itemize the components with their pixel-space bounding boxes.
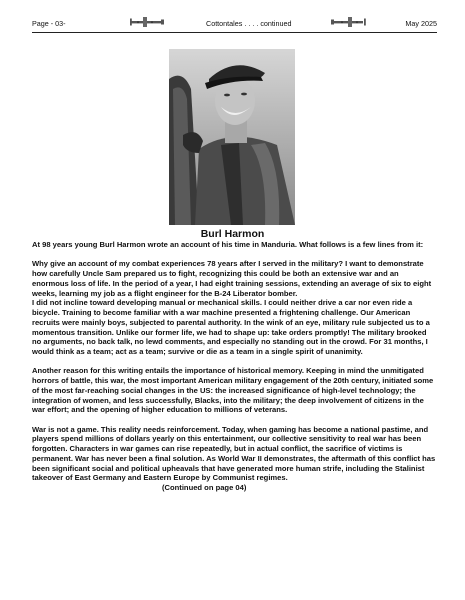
page-header: [32, 14, 437, 34]
header-divider: [32, 32, 437, 33]
article-paragraph: War is not a game. This reality needs reinforcement. Today, when gaming has become a national pastime, and players spend millions of dollars yearly on this entertainment, our collective sensitivity to real war has been forgotten. Characters in war games can rise repeatedly, but in actual conflict, the sacrifice of victims is permanent. War has never been a final solution. As World War II demonstrates, the aftermath of this conflict has been significant social and political upheavals that have generated more human strife, including the Stalinist takeover of East Germany and Eastern Europe by Communist regimes. (Continued on page 04): [32, 424, 436, 492]
intro-paragraph: At 98 years young Burl Harmon wrote an account of his time in Manduria. What follows is a few lines from it:: [32, 240, 424, 249]
header-date: May 2025: [405, 19, 437, 28]
article-paragraph: Why give an account of my combat experiences 78 years after I served in the military? I want to demonstrate how carefully Uncle Sam prepared us to fight, recognizing this could be both an extensive war and an enormous loss of life. In the period of a year, I had eight training sessions, extending an average of six to eight weeks, learning my job as a flight engineer for the B-24 Liberator bomber.: [32, 259, 432, 298]
photo-caption: Burl Harmon: [200, 228, 265, 240]
article-paragraph: I did not incline toward developing manual or mechanical skills. I could neither drive a car nor even ride a bicycle. Training to become familiar with a war machine presented a frightening challenge. Our American recruits were mainly boys, subjected to parental authority. In the wink of an eye, military rule subjected us to a momentous transition. Unlike our former life, we had to shape up: take orders promptly! The military brooked no arguments, no back talk, no lewd comments, and especially no standing out in the crowd. For 31 months, I would think as a team; act as a team; survive or die as a team in a single spirit of unanimity.: [32, 298, 430, 356]
b24-airplane-icon: [128, 15, 168, 29]
article-paragraph: Another reason for this writing entails the importance of historical memory. Keeping in mind the unmitigated horrors of battle, this war, the most important American military engagement of the 20th century, initiated some of the most far-reaching social changes in the US: the increased significance of high-level technology; the integration of women, and less successfully, Blacks, into the military; the deep involvement of citizens in the war effort; and the opening of higher education to millions of veterans.: [32, 366, 434, 415]
b24-airplane-icon: [328, 15, 368, 29]
article-body: [32, 240, 437, 493]
continued-note: (Continued on page 04): [162, 483, 247, 492]
portrait-photo: [169, 49, 295, 225]
header-title: Cottontales . . . . continued: [206, 19, 292, 28]
page-number: Page - 03-: [32, 19, 66, 28]
